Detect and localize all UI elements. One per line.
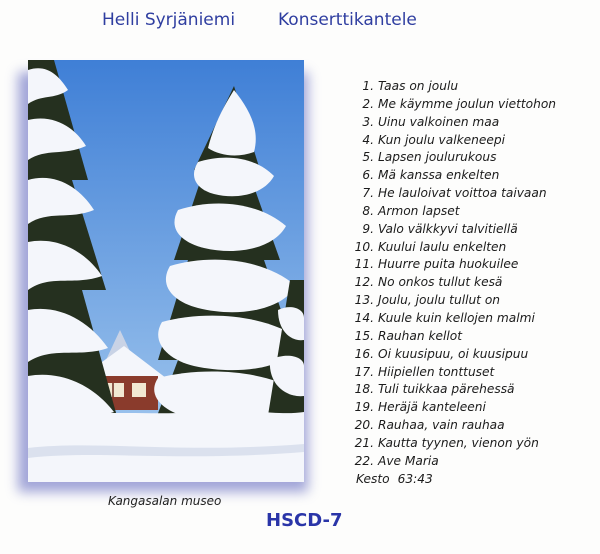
track-title: Rauhaa, vain rauhaa [378,418,505,433]
track-number: 20. [354,418,374,433]
duration-value: 63:43 [397,472,433,486]
track-item [352,310,556,328]
track-item [352,364,556,382]
track-item [352,239,556,257]
track-item [352,328,556,346]
total-duration [356,472,433,486]
snowy-spruce-illustration [28,60,304,482]
track-title: No onkos tullut kesä [378,275,503,290]
track-number: 3. [362,114,374,129]
track-number: 21. [354,435,374,450]
track-title: He lauloivat voittoa taivaan [378,186,547,201]
track-number: 1. [362,79,374,93]
duration-label: Kesto [356,472,390,486]
track-item [352,256,556,274]
track-number: 17. [354,364,374,379]
track-title: Armon lapset [378,203,460,218]
track-title: Joulu, joulu tullut on [378,293,501,308]
track-title: Kautta tyynen, vienon yön [378,435,539,450]
track-number: 6. [362,168,374,183]
track-number: 18. [354,382,374,397]
track-title: Tuli tuikkaa pärehessä [378,382,515,397]
track-item [352,417,556,435]
track-item [352,132,556,150]
track-number: 2. [362,96,374,111]
track-title: Me käymme joulun viettohon [378,96,557,111]
track-item [352,346,556,364]
album-title: Konserttikantele [278,10,417,30]
track-item [352,78,556,96]
track-item [352,435,556,453]
track-item [352,167,556,185]
cover-photo [28,60,304,482]
track-number: 14. [354,310,374,325]
track-number: 7. [362,186,374,201]
track-item [352,274,556,292]
track-number: 4. [362,132,374,147]
track-title: Kuule kuin kellojen malmi [378,310,535,325]
track-title: Kuului laulu enkelten [378,239,507,254]
track-list [352,78,556,471]
track-title: Kun joulu valkeneepi [378,132,506,147]
track-number: 12. [354,275,374,290]
track-item [352,453,556,471]
track-title: Taas on joulu [378,79,459,93]
track-item [352,96,556,114]
track-number: 8. [362,203,374,218]
catalog-number: HSCD-7 [266,510,343,531]
track-number: 15. [354,328,374,343]
track-number: 5. [362,150,374,165]
track-title: Uinu valkoinen maa [378,114,500,129]
track-number: 19. [354,400,374,415]
track-title: Oi kuusipuu, oi kuusipuu [378,346,529,361]
track-item [352,399,556,417]
track-title: Ave Maria [378,453,439,468]
artist-name: Helli Syrjäniemi [102,10,236,30]
track-number: 16. [354,346,374,361]
track-item [352,185,556,203]
track-title: Heräjä kanteleeni [378,400,486,415]
track-item [352,149,556,167]
track-item [352,221,556,239]
track-title: Lapsen joulurukous [378,150,497,165]
track-number: 9. [362,221,374,236]
photo-caption: Kangasalan museo [108,494,222,508]
track-item [352,203,556,221]
track-title: Huurre puita huokuilee [378,257,519,272]
track-title: Valo välkkyvi talvitiellä [378,221,518,236]
track-number: 10. [354,239,374,254]
track-number: 13. [354,293,374,308]
track-title: Hiipiellen tonttuset [378,364,495,379]
track-item [352,381,556,399]
track-title: Mä kanssa enkelten [378,168,500,183]
track-item [352,114,556,132]
track-number: 22. [354,453,374,468]
track-item [352,292,556,310]
track-number: 11. [354,257,374,272]
track-title: Rauhan kellot [378,328,463,343]
